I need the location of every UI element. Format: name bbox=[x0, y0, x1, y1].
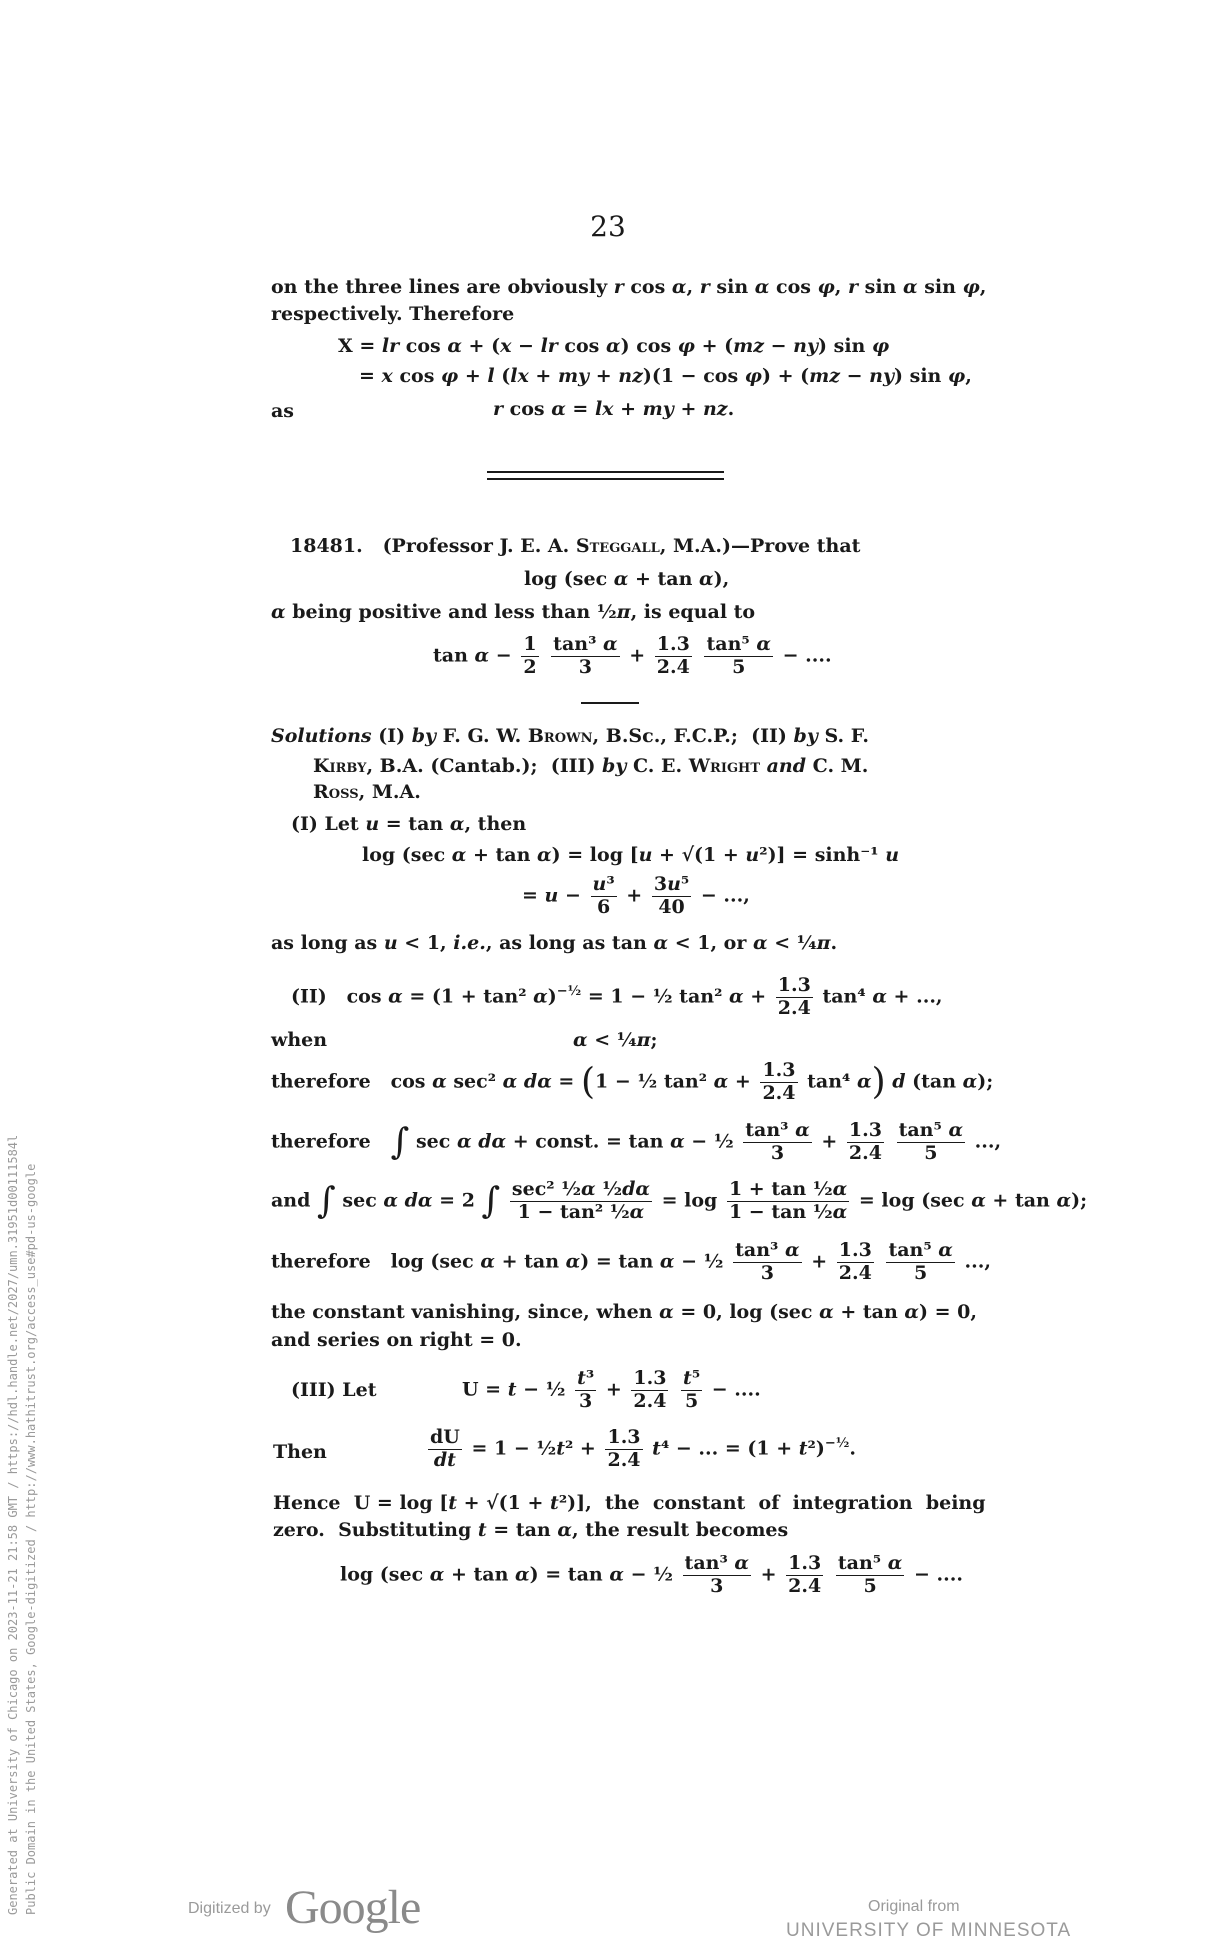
sol3-let: (III) Let bbox=[291, 1379, 377, 1401]
sol3-line-4: zero. Substituting t = tan α, the result becomes bbox=[273, 1519, 789, 1541]
problem-number: 18481. bbox=[290, 535, 363, 557]
solutions-line-1: Solutions (I) by F. G. W. Brown, B.Sc., F.C.P.; (II) by S. F. bbox=[271, 725, 869, 747]
sidebar-generated-line: Generated at University of Chicago on 2023-11-21 21:58 GMT / https://hdl.handle.net/2027/umn.31951d00111584l bbox=[6, 1134, 20, 1915]
problem-heading: 18481. (Professor J. E. A. Steggall, M.A.)—Prove that bbox=[290, 535, 861, 557]
solutions-line-2: Kirby, B.A. (Cantab.); (III) by C. E. Wright and C. M. bbox=[313, 755, 869, 777]
top-line-4: = x cos φ + l (lx + my + nz)(1 − cos φ) + (mz − ny) sin φ, bbox=[359, 365, 972, 387]
sol2-line-7: the constant vanishing, since, when α = 0, log (sec α + tan α) = 0, bbox=[271, 1301, 977, 1323]
sol2-line-5: and ∫ sec α dα = 2 ∫ $\frac{\text{sec² ½α ½dα}}{\text{1 − tan² ½α}}$ = log $\frac{\text{1 + tan ½α}}{\text{1 − tan ½α}}$ = log (sec α + tan α); bbox=[271, 1178, 1088, 1223]
separator-rule-bottom bbox=[487, 478, 724, 480]
sol3-line-3: Hence U = log [t + √(1 + t²)], the constant of integration being bbox=[273, 1492, 986, 1514]
sol2-line-6: therefore log (sec α + tan α) = tan α − ½ $\frac{\text{tan³ α}}{3}$ + $\frac{1.3}{2.4}$ $\frac{\text{tan⁵ α}}{5}$ ..., bbox=[271, 1239, 991, 1284]
page-number: 23 bbox=[590, 210, 626, 243]
sol3-line-1: U = t − ½ $\frac{\text{t³}}{3}$ + $\frac{1.3}{2.4}$ $\frac{\text{t⁵}}{5}$ − .... bbox=[462, 1367, 761, 1412]
problem-condition: α being positive and less than ½π, is equal to bbox=[271, 601, 756, 623]
solutions-line-3: Ross, M.A. bbox=[313, 781, 421, 803]
separator-rule-top bbox=[487, 471, 724, 473]
top-line-3: X = lr cos α + (x − lr cos α) cos φ + (mz − ny) sin φ bbox=[338, 335, 890, 357]
google-logo: Google bbox=[285, 1881, 421, 1934]
sol2-line-3: therefore cos α sec² α dα = (1 − ½ tan² α + $\frac{1.3}{2.4}$ tan⁴ α) d (tan α); bbox=[271, 1059, 994, 1104]
sol2-line-1: (II) cos α = (1 + tan² α)$^{-\frac{1}{2}}$ = 1 − ½ tan² α + $\frac{1.3}{2.4}$ tan⁴ α + ..., bbox=[291, 974, 943, 1019]
sol3-then: Then bbox=[273, 1441, 327, 1463]
sol2-line-4: therefore ∫ sec α dα + const. = tan α − ½ $\frac{\text{tan³ α}}{3}$ + $\frac{1.3}{2.4}$ $\frac{\text{tan⁵ α}}{5}$ ..., bbox=[271, 1119, 1002, 1164]
sol1-line-2: log (sec α + tan α) = log [u + √(1 + u²)] = sinh⁻¹ u bbox=[362, 844, 900, 866]
short-rule bbox=[581, 702, 639, 704]
top-line-2: respectively. Therefore bbox=[271, 303, 515, 325]
sol3-line-5: log (sec α + tan α) = tan α − ½ $\frac{\text{tan³ α}}{3}$ + $\frac{1.3}{2.4}$ $\frac{\text{tan⁵ α}}{5}$ − .... bbox=[340, 1552, 963, 1597]
problem-series: tan α − $\frac{1}{2}$ $\frac{\text{tan³ α}}{3}$ + $\frac{1.3}{2.4}$ $\frac{\text{tan⁵ α}}{5}$ − .... bbox=[433, 633, 832, 678]
sol3-line-2: $\frac{dU}{dt}$ = 1 − ½t² + $\frac{1.3}{2.4}$ t⁴ − ... = $(1 + t^2)^{-\frac{1}{2}}$. bbox=[430, 1426, 856, 1471]
sidebar-public-domain-line: Public Domain in the United States, Google-digitized / http://www.hathitrust.org/access_use#pd-us-google bbox=[24, 1163, 38, 1915]
top-line-1: on the three lines are obviously r cos α, r sin α cos φ, r sin α sin φ, bbox=[271, 276, 987, 298]
digitized-by-label: Digitized by bbox=[188, 1900, 271, 1917]
sol2-when-cond: α < ¼π; bbox=[573, 1029, 658, 1051]
sol1-line-3: = u − $\frac{\text{u³}}{6}$ + $\frac{\text{3u⁵}}{40}$ − ..., bbox=[522, 873, 750, 918]
problem-expression: log (sec α + tan α), bbox=[524, 568, 730, 590]
top-line-5-as: as bbox=[271, 400, 295, 422]
original-from-label: Original from bbox=[868, 1898, 960, 1915]
top-line-5: r cos α = lx + my + nz. bbox=[493, 398, 735, 420]
sol1-line-4: as long as u < 1, i.e., as long as tan α < 1, or α < ¼π. bbox=[271, 932, 838, 954]
sol2-line-8: and series on right = 0. bbox=[271, 1329, 522, 1351]
institution-label: UNIVERSITY OF MINNESOTA bbox=[786, 1920, 1072, 1941]
sol1-line-1: (I) Let u = tan α, then bbox=[291, 813, 527, 835]
sol2-when: when bbox=[271, 1029, 328, 1051]
